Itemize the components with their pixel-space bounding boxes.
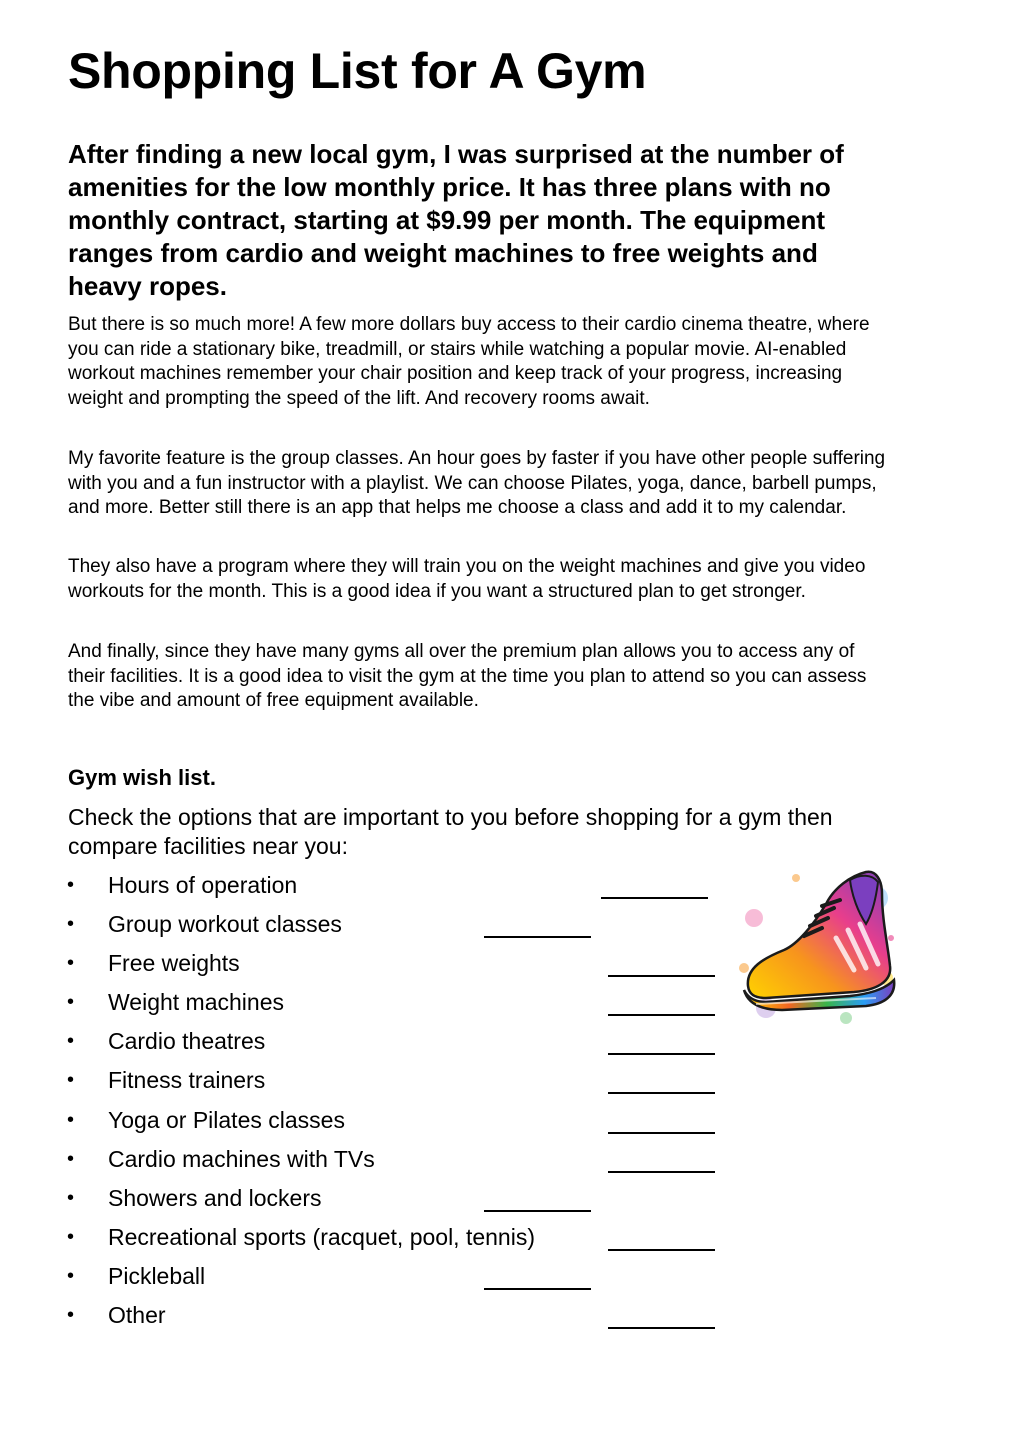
bullet: • <box>67 1030 75 1053</box>
bullet: • <box>67 1264 75 1287</box>
bullet: • <box>67 1069 75 1092</box>
check-blank[interactable] <box>608 1171 715 1173</box>
list-item-label: Recreational sports (racquet, pool, tennis) <box>108 1223 535 1250</box>
check-blank[interactable] <box>608 1092 715 1094</box>
bullet: • <box>67 1147 75 1170</box>
check-blank[interactable] <box>484 936 591 938</box>
bullet: • <box>67 991 75 1014</box>
sneaker-icon <box>726 858 906 1038</box>
list-item <box>0 1179 1024 1218</box>
body-paragraph-cinema: But there is so much more! A few more dollars buy access to their cardio cinema theatre, where you can ride a stationary bike, treadmill, or stairs while watching a popular movie. AI-enabled workout machines remember your chair position and keep track of your progress, increasing weight and prompting the speed of the lift. And recovery rooms await. <box>68 314 870 409</box>
body-paragraph-classes: My favorite feature is the group classes. An hour goes by faster if you have other people suffering with you and a fun instructor with a playlist. We can choose Pilates, yoga, dance, barbell pumps, and more. Better still there is an app that helps me choose a class and add it to my calendar. <box>68 448 886 519</box>
list-item-label: Weight machines <box>108 989 284 1016</box>
check-blank[interactable] <box>484 1210 591 1212</box>
body-paragraph-training: They also have a program where they will train you on the weight machines and give you video workouts for the month. This is a good idea if you want a structured plan to get stronger. <box>68 556 866 602</box>
list-item-label: Yoga or Pilates classes <box>108 1106 345 1133</box>
bullet: • <box>67 913 75 936</box>
check-blank[interactable] <box>608 1249 715 1251</box>
wishlist-heading: Gym wish list. <box>68 765 216 790</box>
body-paragraph-premium: And finally, since they have many gyms all over the premium plan allows you to access any of their facilities. It is a good idea to visit the gym at the time you plan to attend so you can assess the vibe and amount of free equipment available. <box>68 641 867 712</box>
check-blank[interactable] <box>608 1053 715 1055</box>
bullet: • <box>67 1186 75 1209</box>
list-item-label: Showers and lockers <box>108 1184 322 1211</box>
list-item <box>0 1140 1024 1179</box>
bullet: • <box>67 1108 75 1131</box>
bullet: • <box>67 874 75 896</box>
bullet: • <box>67 1225 75 1248</box>
list-item-label: Group workout classes <box>108 911 342 938</box>
list-item-label: Other <box>108 1302 166 1329</box>
list-item <box>0 1218 1024 1257</box>
list-item <box>0 1101 1024 1140</box>
bullet: • <box>67 1304 75 1327</box>
list-item <box>0 1061 1024 1100</box>
page-title: Shopping List for A Gym <box>68 43 647 99</box>
intro-lead-paragraph: After finding a new local gym, I was surprised at the number of amenities for the low monthly price. It has three plans with no monthly contract, starting at $9.99 per month. The equipment ranges from cardio and weight machines to free weights and heavy ropes. <box>68 139 844 301</box>
bullet: • <box>67 952 75 975</box>
check-blank[interactable] <box>601 897 708 899</box>
list-item-label: Hours of operation <box>108 872 298 898</box>
check-blank[interactable] <box>608 1014 715 1016</box>
list-item-label: Fitness trainers <box>108 1067 266 1094</box>
check-blank[interactable] <box>608 1132 715 1134</box>
list-item <box>0 1296 1024 1335</box>
list-item-label: Pickleball <box>108 1262 206 1289</box>
check-blank[interactable] <box>608 1327 715 1329</box>
list-item-label: Free weights <box>108 950 240 977</box>
list-item-label: Cardio machines with TVs <box>108 1145 375 1172</box>
check-blank[interactable] <box>608 975 715 977</box>
list-item-label: Cardio theatres <box>108 1028 266 1055</box>
check-blank[interactable] <box>484 1288 591 1290</box>
list-item <box>0 1257 1024 1296</box>
wishlist-intro: Check the options that are important to you before shopping for a gym then compare facilities near you: <box>68 804 833 859</box>
